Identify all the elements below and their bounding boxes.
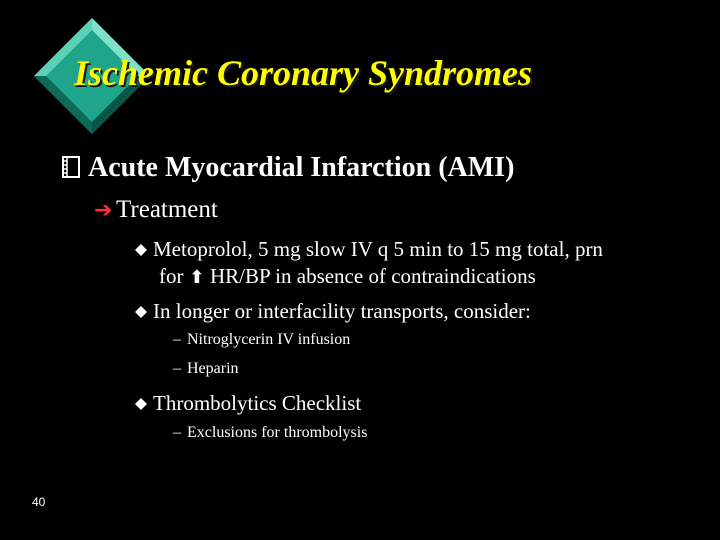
sub-list-item <box>173 360 239 378</box>
list-item <box>135 390 361 417</box>
slide-title: Ischemic Coronary Syndromes <box>74 53 533 93</box>
diamond-bullet-icon <box>135 298 153 325</box>
up-arrow-icon: ⬆ <box>189 267 205 288</box>
heading-item <box>58 152 514 188</box>
heading-text: Acute Myocardial Infarction (AMI) <box>88 152 515 183</box>
diamond-bullet-icon <box>135 390 153 417</box>
sub-list-item <box>173 331 350 349</box>
subheading-text: Treatment <box>116 196 218 223</box>
page-number: 40 <box>32 495 46 509</box>
dash-marker: – <box>173 331 181 348</box>
bullet-text: HR/BP in absence of contraindications <box>210 264 536 288</box>
dash-marker: – <box>173 424 181 441</box>
bullet-text: Metoprolol, 5 mg slow IV q 5 min to 15 mg total, prn <box>153 237 603 261</box>
sub-bullet-text: Nitroglycerin IV infusion <box>187 331 351 348</box>
sub-list-item <box>173 424 367 442</box>
bullet-text: In longer or interfacility transports, consider: <box>153 299 531 323</box>
dash-marker: – <box>173 360 181 377</box>
list-item <box>135 236 603 291</box>
bullet-continuation <box>135 263 603 291</box>
right-arrow-icon: ➔ <box>94 198 113 223</box>
sub-bullet-text: Exclusions for thrombolysis <box>187 424 368 441</box>
notebook-icon <box>58 154 88 188</box>
bullet-text: Thrombolytics Checklist <box>153 391 362 415</box>
sub-bullet-text: Heparin <box>187 360 239 377</box>
diamond-bullet-icon <box>135 236 153 263</box>
bullet-text: for <box>159 264 184 288</box>
list-item <box>135 298 531 325</box>
subheading-item <box>94 196 218 224</box>
